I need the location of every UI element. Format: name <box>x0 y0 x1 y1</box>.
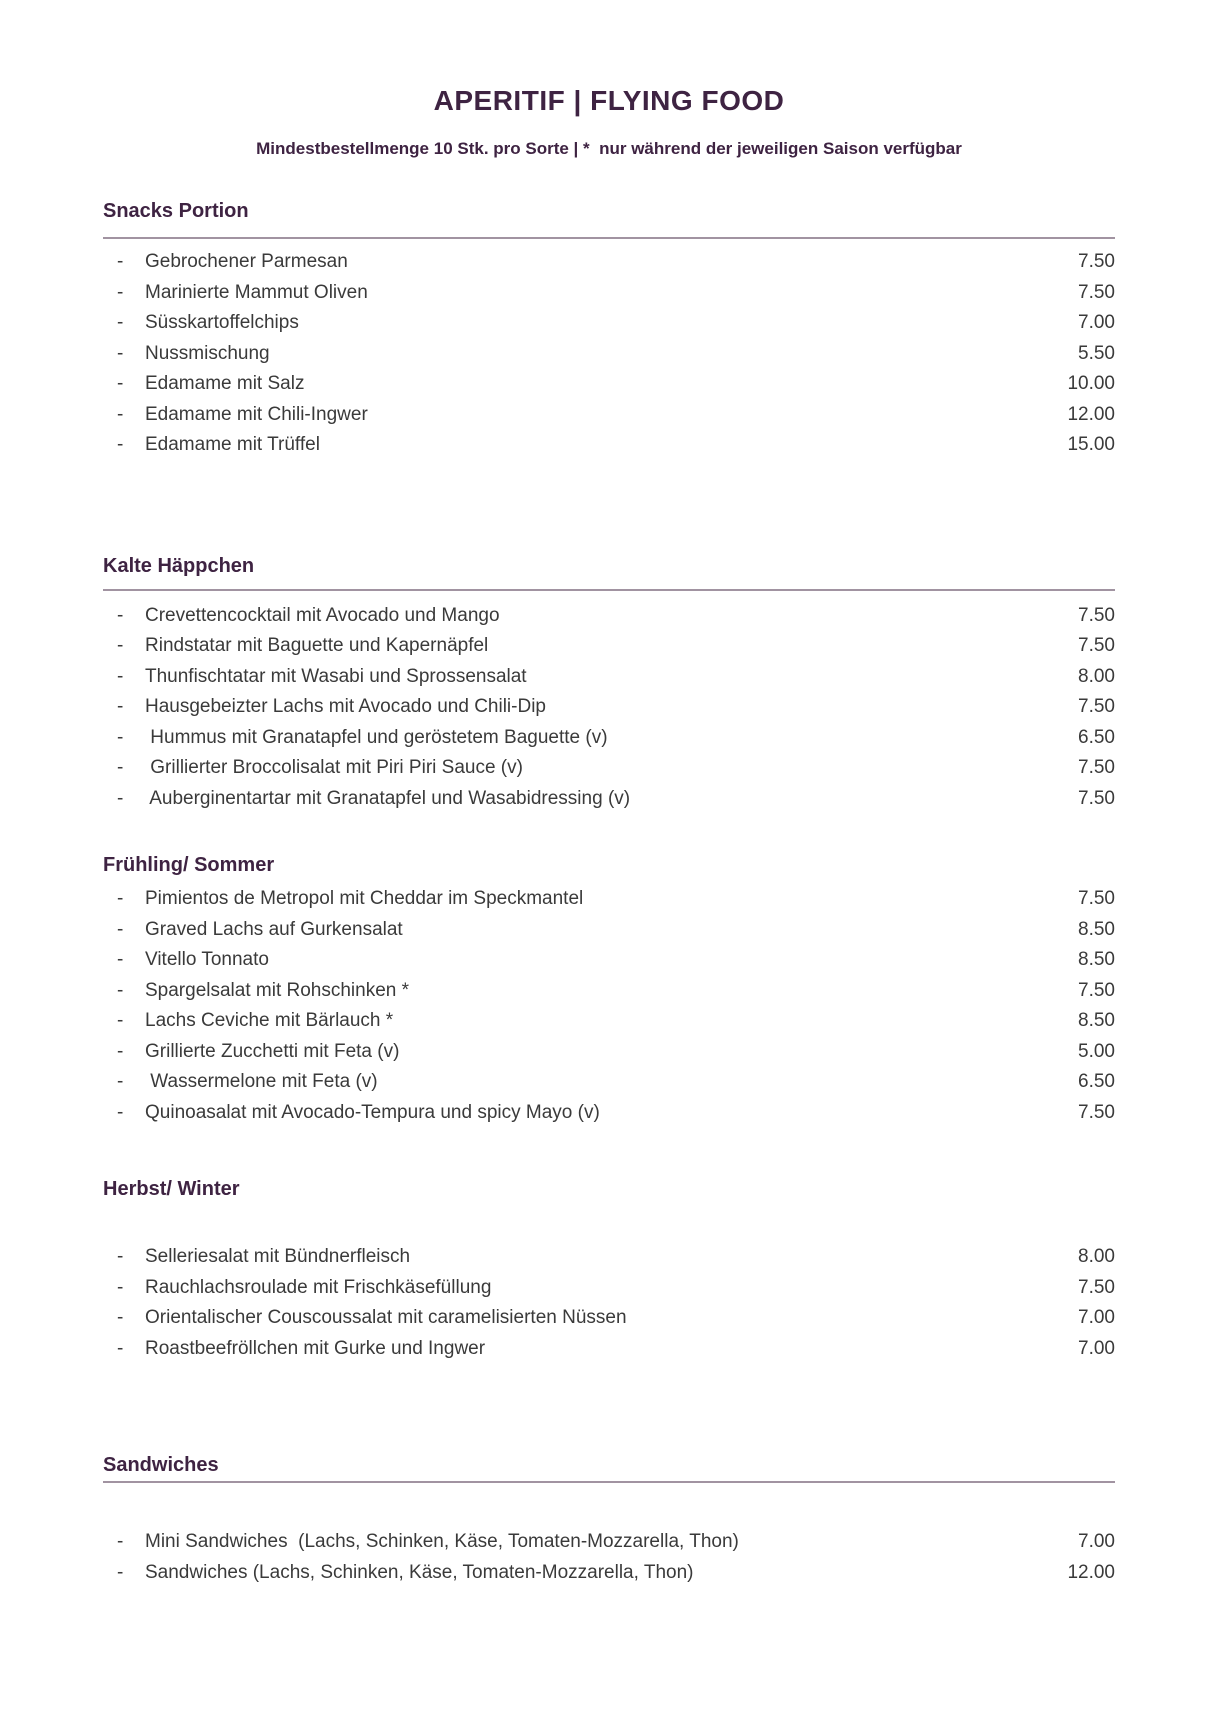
menu-sections <box>103 198 1115 1588</box>
menu-item-row <box>103 1006 1115 1037</box>
item-price: 7.50 <box>1078 635 1115 656</box>
menu-item-row <box>103 1067 1115 1098</box>
item-label: Hummus mit Granatapfel und geröstetem Baguette (v) <box>145 726 608 748</box>
menu-item-row <box>103 339 1115 370</box>
menu-item-row <box>103 784 1115 815</box>
item-label: Lachs Ceviche mit Bärlauch * <box>145 1010 394 1031</box>
menu-item-row <box>103 278 1115 309</box>
item-label: Grillierter Broccolisalat mit Piri Piri Sauce (v) <box>145 757 523 778</box>
item-price: 7.50 <box>1078 757 1115 778</box>
section-items <box>103 1242 1115 1364</box>
item-dash: - <box>117 1307 124 1328</box>
item-dash: - <box>117 281 124 303</box>
item-dash: - <box>117 1101 124 1123</box>
item-label: Wassermelone mit Feta (v) <box>145 1071 378 1092</box>
item-price: 7.50 <box>1078 1276 1115 1298</box>
item-price: 7.50 <box>1078 888 1115 909</box>
item-label: Crevettencocktail mit Avocado und Mango <box>145 604 500 626</box>
item-label: Roastbeefröllchen mit Gurke und Ingwer <box>145 1337 486 1359</box>
item-dash: - <box>117 1531 124 1552</box>
item-dash: - <box>117 1071 124 1092</box>
menu-item-row <box>103 369 1115 400</box>
menu-item-row <box>103 692 1115 723</box>
item-price: 6.50 <box>1078 1071 1115 1092</box>
section-heading: Kalte Häppchen <box>103 554 255 577</box>
menu-item-row <box>103 1037 1115 1068</box>
item-price: 7.00 <box>1078 1531 1115 1552</box>
item-dash: - <box>117 635 124 656</box>
section-heading: Frühling/ Sommer <box>103 854 275 876</box>
section-items <box>103 1527 1115 1588</box>
item-dash: - <box>117 403 124 425</box>
item-label: Mini Sandwiches (Lachs, Schinken, Käse, Tomaten-Mozzarella, Thon) <box>145 1531 739 1552</box>
item-price: 15.00 <box>1067 434 1115 455</box>
section-items <box>103 884 1115 1128</box>
item-price: 6.50 <box>1078 726 1115 748</box>
menu-item-row <box>103 945 1115 976</box>
menu-item-row <box>103 1303 1115 1334</box>
item-dash: - <box>117 1040 124 1062</box>
item-price: 7.00 <box>1078 312 1115 333</box>
item-dash: - <box>117 604 124 626</box>
item-dash: - <box>117 312 124 333</box>
item-dash: - <box>117 949 124 970</box>
item-price: 8.50 <box>1078 1010 1115 1031</box>
menu-item-row <box>103 662 1115 693</box>
item-dash: - <box>117 1561 124 1583</box>
item-label: Edamame mit Trüffel <box>145 434 320 455</box>
item-label: Nussmischung <box>145 342 270 364</box>
menu-item-row <box>103 631 1115 662</box>
item-dash: - <box>117 979 124 1001</box>
item-label: Auberginentartar mit Granatapfel und Wasabidressing (v) <box>145 787 631 809</box>
item-label: Pimientos de Metropol mit Cheddar im Speckmantel <box>145 888 584 909</box>
item-price: 12.00 <box>1067 403 1115 425</box>
item-dash: - <box>117 665 124 687</box>
menu-item-row <box>103 1242 1115 1273</box>
menu-section <box>103 1176 1115 1364</box>
item-dash: - <box>117 1246 124 1267</box>
item-dash: - <box>117 342 124 364</box>
item-price: 7.50 <box>1078 251 1115 272</box>
item-dash: - <box>117 373 124 394</box>
item-price: 7.50 <box>1078 696 1115 717</box>
menu-item-row <box>103 753 1115 784</box>
section-heading: Snacks Portion <box>103 200 249 222</box>
item-dash: - <box>117 696 124 717</box>
item-label: Süsskartoffelchips <box>145 312 299 333</box>
item-dash: - <box>117 1010 124 1031</box>
item-label: Grillierte Zucchetti mit Feta (v) <box>145 1040 400 1062</box>
menu-item-row <box>103 1527 1115 1558</box>
item-price: 8.00 <box>1078 665 1115 687</box>
menu-item-row <box>103 1098 1115 1129</box>
menu-item-row <box>103 915 1115 946</box>
item-dash: - <box>117 757 124 778</box>
menu-section <box>103 198 1115 461</box>
page-subtitle: Mindestbestellmenge 10 Stk. pro Sorte | * nur während der jeweiligen Saison verfügbar <box>256 139 962 158</box>
item-price: 7.50 <box>1078 787 1115 809</box>
item-label: Edamame mit Chili-Ingwer <box>145 403 368 425</box>
item-dash: - <box>117 251 124 272</box>
item-price: 5.50 <box>1078 342 1115 364</box>
menu-item-row <box>103 400 1115 431</box>
item-label: Rindstatar mit Baguette und Kapernäpfel <box>145 635 489 656</box>
section-items <box>103 601 1115 815</box>
item-dash: - <box>117 918 124 940</box>
item-label: Sandwiches (Lachs, Schinken, Käse, Tomaten-Mozzarella, Thon) <box>145 1561 694 1583</box>
menu-item-row <box>103 884 1115 915</box>
item-price: 8.50 <box>1078 918 1115 940</box>
item-price: 8.00 <box>1078 1246 1115 1267</box>
menu-section <box>103 852 1115 1128</box>
item-price: 8.50 <box>1078 949 1115 970</box>
page-title: APERITIF | FLYING FOOD <box>433 85 785 116</box>
menu-item-row <box>103 1273 1115 1304</box>
item-price: 7.50 <box>1078 979 1115 1001</box>
item-label: Rauchlachsroulade mit Frischkäsefüllung <box>145 1276 492 1298</box>
menu-item-row <box>103 1558 1115 1589</box>
item-label: Hausgebeizter Lachs mit Avocado und Chili-Dip <box>145 696 546 717</box>
section-divider <box>103 1481 1115 1483</box>
menu-item-row <box>103 308 1115 339</box>
item-price: 7.50 <box>1078 604 1115 626</box>
item-dash: - <box>117 1276 124 1298</box>
item-price: 12.00 <box>1067 1561 1115 1583</box>
item-label: Thunfischtatar mit Wasabi und Sprossensalat <box>145 665 527 687</box>
menu-section <box>103 1452 1115 1588</box>
item-label: Marinierte Mammut Oliven <box>145 281 368 303</box>
section-divider <box>103 589 1115 591</box>
section-heading: Sandwiches <box>103 1454 219 1476</box>
item-label: Quinoasalat mit Avocado-Tempura und spicy Mayo (v) <box>145 1101 600 1123</box>
item-label: Vitello Tonnato <box>145 949 269 970</box>
item-price: 7.00 <box>1078 1337 1115 1359</box>
item-label: Orientalischer Couscoussalat mit caramelisierten Nüssen <box>145 1307 627 1328</box>
menu-item-row <box>103 1334 1115 1365</box>
item-label: Spargelsalat mit Rohschinken * <box>145 979 410 1001</box>
menu-item-row <box>103 601 1115 632</box>
item-dash: - <box>117 1337 124 1359</box>
menu-section <box>103 553 1115 815</box>
section-divider <box>103 237 1115 239</box>
item-price: 10.00 <box>1067 373 1115 394</box>
item-label: Edamame mit Salz <box>145 373 305 394</box>
section-items <box>103 247 1115 461</box>
item-label: Selleriesalat mit Bündnerfleisch <box>145 1246 411 1267</box>
menu-item-row <box>103 430 1115 461</box>
item-dash: - <box>117 888 124 909</box>
item-dash: - <box>117 726 124 748</box>
menu-item-row <box>103 723 1115 754</box>
menu-item-row <box>103 976 1115 1007</box>
item-label: Gebrochener Parmesan <box>145 251 348 272</box>
item-dash: - <box>117 434 124 455</box>
item-label: Graved Lachs auf Gurkensalat <box>145 918 403 940</box>
item-dash: - <box>117 787 124 809</box>
item-price: 7.50 <box>1078 1101 1115 1123</box>
section-heading: Herbst/ Winter <box>103 1178 240 1200</box>
menu-item-row <box>103 247 1115 278</box>
item-price: 5.00 <box>1078 1040 1115 1062</box>
item-price: 7.50 <box>1078 281 1115 303</box>
item-price: 7.00 <box>1078 1307 1115 1328</box>
